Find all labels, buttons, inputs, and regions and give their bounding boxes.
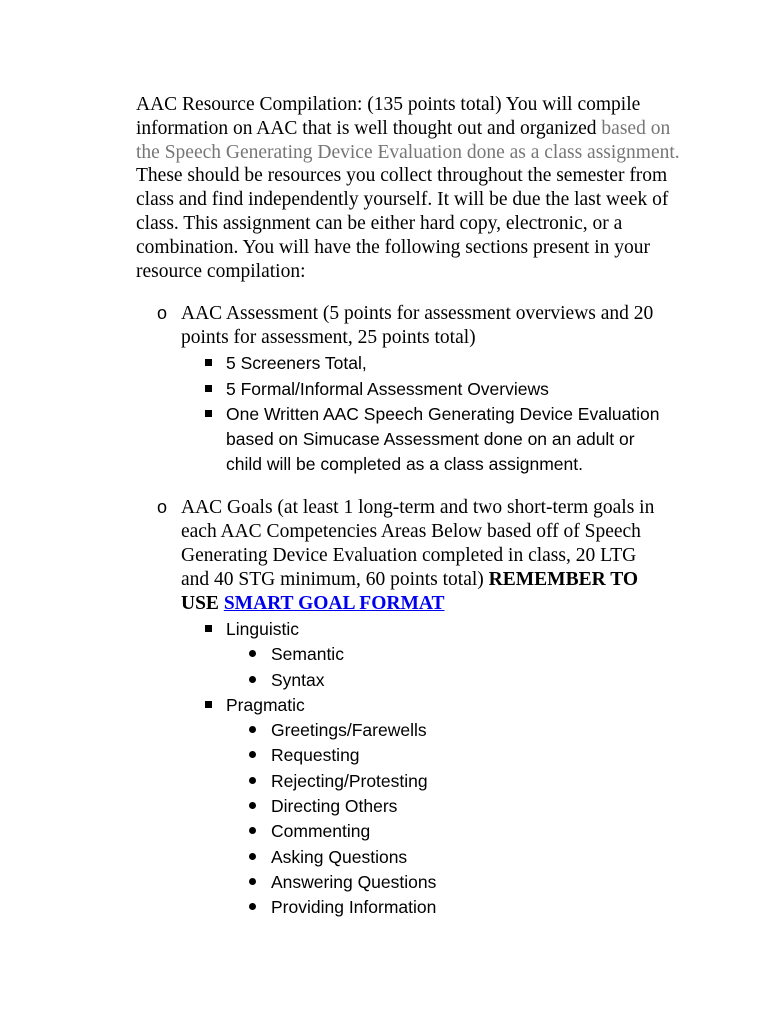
list-item: 5 Formal/Informal Assessment Overviews — [226, 379, 549, 399]
round-bullet-icon — [249, 903, 256, 910]
goals-heading-line: each AAC Competencies Areas Below based off of Speech — [181, 521, 641, 542]
round-bullet-icon — [249, 726, 256, 733]
goals-heading-line: AAC Goals (at least 1 long-term and two short-term goals in — [181, 497, 655, 518]
assessment-heading-line: points for assessment, 25 points total) — [181, 327, 476, 348]
round-bullet-icon — [249, 853, 256, 860]
sub-list-item: Directing Others — [271, 796, 398, 816]
sub-list-item: Asking Questions — [271, 847, 408, 867]
sub-list-item: Providing Information — [271, 897, 437, 917]
square-bullet-icon — [205, 701, 212, 708]
goals-heading-line: Generating Device Evaluation completed in class, 20 LTG — [181, 545, 637, 566]
list-item-pragmatic: Pragmatic — [226, 695, 305, 715]
intro-grey-text: based on the Speech Generating Device Evaluation done as a class assignment. — [136, 117, 680, 163]
goals-heading-line — [181, 592, 445, 617]
list-item-continued: child will be completed as a class assignment. — [226, 454, 583, 474]
round-bullet-icon — [249, 676, 256, 683]
sub-list-item: Semantic — [271, 644, 344, 664]
round-bullet-icon — [249, 777, 256, 784]
round-bullet-icon — [249, 751, 256, 758]
sub-list-item: Rejecting/Protesting — [271, 771, 428, 791]
list-item-linguistic: Linguistic — [226, 619, 299, 639]
use-text: USE — [181, 593, 224, 614]
goals-heading-line — [181, 568, 638, 593]
list-item: One Written AAC Speech Generating Device Evaluation — [226, 404, 660, 424]
goals-heading-text: and 40 STG minimum, 60 points total) — [181, 569, 489, 590]
round-bullet-icon — [249, 650, 256, 657]
square-bullet-icon — [205, 625, 212, 632]
sub-list-item: Syntax — [271, 670, 325, 690]
intro-text-1: AAC Resource Compilation: (135 points total) You will compile information on AAC that is well thought out and organized — [136, 94, 641, 139]
list-item: 5 Screeners Total, — [226, 353, 367, 373]
sub-list-item: Requesting — [271, 745, 360, 765]
remember-to-text: REMEMBER TO — [488, 569, 639, 590]
square-bullet-icon — [205, 385, 212, 392]
smart-goal-format-link[interactable]: SMART GOAL FORMAT — [223, 593, 445, 614]
round-bullet-icon — [249, 827, 256, 834]
round-bullet-icon — [249, 878, 256, 885]
sub-list-item: Greetings/Farewells — [271, 720, 427, 740]
sub-list-item: Answering Questions — [271, 872, 437, 892]
round-bullet-icon — [249, 802, 256, 809]
list-marker-o: o — [157, 497, 168, 517]
assessment-heading-line: AAC Assessment (5 points for assessment overviews and 20 — [181, 303, 654, 324]
sub-list-item: Commenting — [271, 821, 371, 841]
list-item-continued: based on Simucase Assessment done on an adult or — [226, 429, 635, 449]
intro-paragraph — [136, 93, 684, 283]
square-bullet-icon — [205, 410, 212, 417]
list-marker-o: o — [157, 303, 168, 323]
square-bullet-icon — [205, 359, 212, 366]
intro-text-2: These should be resources you collect throughout the semester from class and find independently yourself. It will be due the last week of class. This assignment can be either hard copy, electronic, or a combination. You will have the following sections present in your resource compilation: — [136, 165, 669, 282]
